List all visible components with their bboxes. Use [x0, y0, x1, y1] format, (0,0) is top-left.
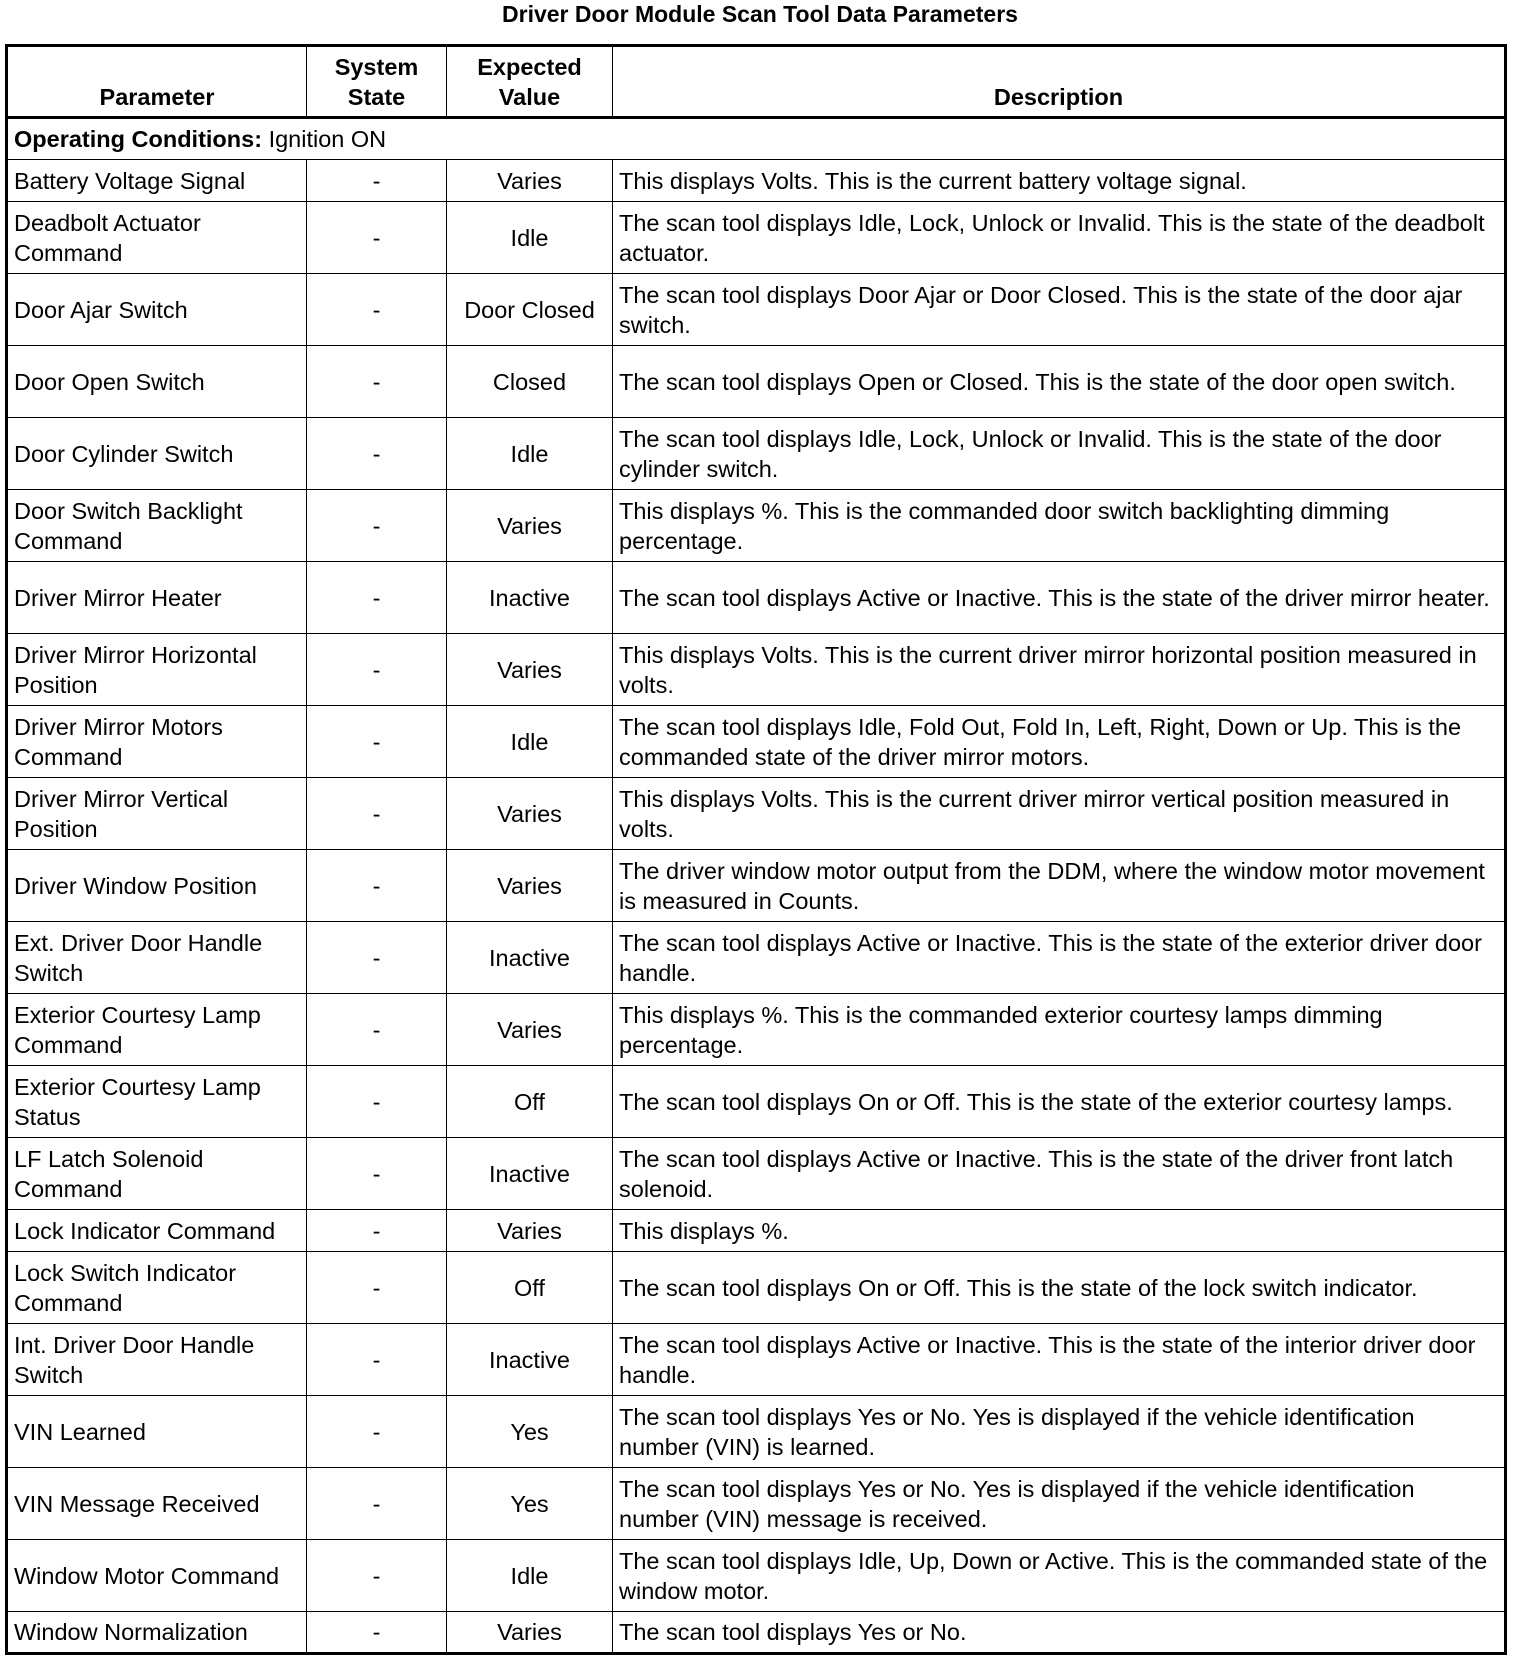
system-state-cell: -	[307, 490, 447, 562]
parameter-cell: Lock Indicator Command	[7, 1210, 307, 1252]
table-row	[7, 850, 1506, 922]
description-cell: This displays Volts. This is the current driver mirror horizontal position measured in volts.	[613, 634, 1506, 706]
description-cell: This displays Volts. This is the current battery voltage signal.	[613, 160, 1506, 202]
system-state-cell: -	[307, 160, 447, 202]
parameter-cell: Door Cylinder Switch	[7, 418, 307, 490]
expected-value-cell: Off	[447, 1066, 613, 1138]
system-state-cell: -	[307, 562, 447, 634]
table-row	[7, 1210, 1506, 1252]
table-row	[7, 1066, 1506, 1138]
parameter-cell: Driver Mirror Heater	[7, 562, 307, 634]
system-state-cell: -	[307, 1066, 447, 1138]
parameter-cell: Driver Mirror Vertical Position	[7, 778, 307, 850]
expected-value-cell: Idle	[447, 706, 613, 778]
system-state-cell: -	[307, 274, 447, 346]
column-header-description: Description	[613, 46, 1506, 118]
description-cell: The scan tool displays Active or Inactive. This is the state of the driver front latch solenoid.	[613, 1138, 1506, 1210]
parameter-cell: VIN Message Received	[7, 1468, 307, 1540]
expected-value-cell: Inactive	[447, 922, 613, 994]
expected-value-cell: Varies	[447, 994, 613, 1066]
system-state-cell: -	[307, 1138, 447, 1210]
expected-value-cell: Idle	[447, 1540, 613, 1612]
table-row	[7, 418, 1506, 490]
system-state-cell: -	[307, 994, 447, 1066]
parameter-cell: Door Open Switch	[7, 346, 307, 418]
parameter-cell: VIN Learned	[7, 1396, 307, 1468]
system-state-cell: -	[307, 1540, 447, 1612]
description-cell: This displays %. This is the commanded door switch backlighting dimming percentage.	[613, 490, 1506, 562]
expected-value-cell: Varies	[447, 850, 613, 922]
system-state-cell: -	[307, 1612, 447, 1654]
table-row	[7, 562, 1506, 634]
expected-value-cell: Inactive	[447, 1138, 613, 1210]
description-cell: The scan tool displays Yes or No.	[613, 1612, 1506, 1654]
table-row	[7, 274, 1506, 346]
expected-value-cell: Closed	[447, 346, 613, 418]
table-row	[7, 1468, 1506, 1540]
expected-value-cell: Varies	[447, 490, 613, 562]
system-state-cell: -	[307, 778, 447, 850]
expected-value-cell: Yes	[447, 1396, 613, 1468]
expected-value-cell: Varies	[447, 778, 613, 850]
system-state-cell: -	[307, 634, 447, 706]
description-cell: The scan tool displays Yes or No. Yes is displayed if the vehicle identification number (VIN) is learned.	[613, 1396, 1506, 1468]
system-state-cell: -	[307, 418, 447, 490]
description-cell: The scan tool displays Yes or No. Yes is displayed if the vehicle identification number (VIN) message is received.	[613, 1468, 1506, 1540]
description-cell: This displays %. This is the commanded exterior courtesy lamps dimming percentage.	[613, 994, 1506, 1066]
description-cell: The scan tool displays Open or Closed. This is the state of the door open switch.	[613, 346, 1506, 418]
expected-value-cell: Inactive	[447, 1324, 613, 1396]
page-title: Driver Door Module Scan Tool Data Parameters	[502, 1, 1018, 27]
table-row	[7, 1396, 1506, 1468]
parameter-cell: Window Normalization	[7, 1612, 307, 1654]
expected-value-cell: Yes	[447, 1468, 613, 1540]
table-row	[7, 160, 1506, 202]
expected-value-cell: Idle	[447, 418, 613, 490]
expected-value-cell: Varies	[447, 634, 613, 706]
operating-conditions-row	[7, 118, 1506, 160]
table-row	[7, 1138, 1506, 1210]
expected-value-cell: Off	[447, 1252, 613, 1324]
table-row	[7, 202, 1506, 274]
description-cell: The scan tool displays Active or Inactive. This is the state of the driver mirror heater.	[613, 562, 1506, 634]
expected-value-cell: Varies	[447, 1210, 613, 1252]
parameter-cell: Driver Window Position	[7, 850, 307, 922]
table-row	[7, 1252, 1506, 1324]
parameters-table	[5, 44, 1507, 1655]
column-header-parameter: Parameter	[7, 46, 307, 118]
table-row	[7, 922, 1506, 994]
parameter-cell: Window Motor Command	[7, 1540, 307, 1612]
parameter-cell: Driver Mirror Horizontal Position	[7, 634, 307, 706]
description-cell: The scan tool displays Idle, Fold Out, Fold In, Left, Right, Down or Up. This is the commanded state of the driver mirror motors.	[613, 706, 1506, 778]
parameter-cell: Door Switch Backlight Command	[7, 490, 307, 562]
description-cell: The scan tool displays Door Ajar or Door Closed. This is the state of the door ajar switch.	[613, 274, 1506, 346]
parameter-cell: Battery Voltage Signal	[7, 160, 307, 202]
table-row	[7, 1612, 1506, 1654]
parameter-cell: Exterior Courtesy Lamp Command	[7, 994, 307, 1066]
expected-value-cell: Inactive	[447, 562, 613, 634]
column-header-expected-value: Expected Value	[447, 46, 613, 118]
description-cell: The scan tool displays On or Off. This is the state of the lock switch indicator.	[613, 1252, 1506, 1324]
system-state-cell: -	[307, 1324, 447, 1396]
parameter-cell: Ext. Driver Door Handle Switch	[7, 922, 307, 994]
table-row	[7, 490, 1506, 562]
system-state-cell: -	[307, 850, 447, 922]
header-row	[7, 46, 1506, 118]
table-row	[7, 634, 1506, 706]
description-cell: This displays Volts. This is the current driver mirror vertical position measured in volts.	[613, 778, 1506, 850]
table-row	[7, 778, 1506, 850]
operating-conditions-cell	[7, 118, 1506, 160]
operating-conditions-label: Operating Conditions:	[14, 126, 263, 152]
expected-value-cell: Varies	[447, 160, 613, 202]
table-row	[7, 1540, 1506, 1612]
table-row	[7, 994, 1506, 1066]
table-row	[7, 706, 1506, 778]
parameter-cell: Exterior Courtesy Lamp Status	[7, 1066, 307, 1138]
description-cell: The scan tool displays Active or Inactive. This is the state of the interior driver door handle.	[613, 1324, 1506, 1396]
table-row	[7, 1324, 1506, 1396]
parameter-cell: Deadbolt Actuator Command	[7, 202, 307, 274]
system-state-cell: -	[307, 1210, 447, 1252]
expected-value-cell: Door Closed	[447, 274, 613, 346]
system-state-cell: -	[307, 1252, 447, 1324]
description-cell: The scan tool displays Idle, Lock, Unlock or Invalid. This is the state of the deadbolt actuator.	[613, 202, 1506, 274]
operating-conditions-value: Ignition ON	[268, 126, 387, 152]
description-cell: The driver window motor output from the DDM, where the window motor movement is measured in Counts.	[613, 850, 1506, 922]
expected-value-cell: Varies	[447, 1612, 613, 1654]
system-state-cell: -	[307, 202, 447, 274]
description-cell: The scan tool displays Idle, Lock, Unlock or Invalid. This is the state of the door cylinder switch.	[613, 418, 1506, 490]
parameter-cell: Driver Mirror Motors Command	[7, 706, 307, 778]
column-header-system-state: System State	[307, 46, 447, 118]
description-cell: This displays %.	[613, 1210, 1506, 1252]
system-state-cell: -	[307, 1468, 447, 1540]
description-cell: The scan tool displays Idle, Up, Down or Active. This is the commanded state of the window motor.	[613, 1540, 1506, 1612]
parameter-cell: Int. Driver Door Handle Switch	[7, 1324, 307, 1396]
parameter-cell: LF Latch Solenoid Command	[7, 1138, 307, 1210]
parameter-cell: Door Ajar Switch	[7, 274, 307, 346]
system-state-cell: -	[307, 1396, 447, 1468]
system-state-cell: -	[307, 922, 447, 994]
system-state-cell: -	[307, 346, 447, 418]
description-cell: The scan tool displays Active or Inactive. This is the state of the exterior driver door handle.	[613, 922, 1506, 994]
description-cell: The scan tool displays On or Off. This is the state of the exterior courtesy lamps.	[613, 1066, 1506, 1138]
system-state-cell: -	[307, 706, 447, 778]
expected-value-cell: Idle	[447, 202, 613, 274]
table-row	[7, 346, 1506, 418]
parameter-cell: Lock Switch Indicator Command	[7, 1252, 307, 1324]
